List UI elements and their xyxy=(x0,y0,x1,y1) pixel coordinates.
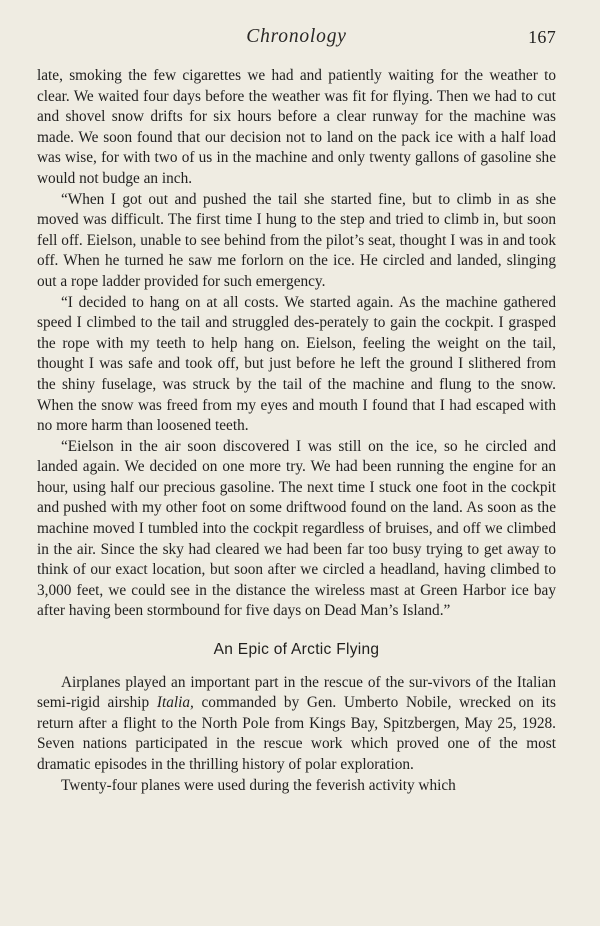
paragraph: Twenty-four planes were used during the feverish activity which xyxy=(61,776,456,794)
paragraph-text: Airplanes played an important part in the rescue of the sur-vivors of the Italian semi-rigid airship xyxy=(37,673,556,712)
paragraph: “Eielson in the air soon discovered I was still on the ice, so he circled and landed again. We decided on one more try. We had been running the engine for an hour, using half our precious gasoline. The next time I stuck one foot in the cockpit and pushed with my other foot on some driftwood found on the land. As soon as the machine moved I tumbled into the cockpit regardless of bruises, and off we climbed in the air. Since the sky had cleared we had been far too busy trying to get away to think of our exact location, but soon after we circled a headland, having climbed to 3,000 feet, we could see in the distance the wireless mast at Green Harbor ice bay after having been stormbound for five days on Dead Man’s Island.” xyxy=(37,437,556,620)
paragraph: “When I got out and pushed the tail she started fine, but to climb in as she moved was difficult. The first time I hung to the step and tried to climb in, but soon fell off. Eielson, unable to see behind from the pilot’s seat, thought I was in and took off. When he turned he saw me forlorn on the ice. He circled and landed, slinging out a rope ladder provided for such emergency. xyxy=(37,190,556,290)
paragraph xyxy=(37,673,556,776)
page-number: 167 xyxy=(528,27,556,47)
airship-name: Italia, xyxy=(156,694,194,712)
paragraph: “I decided to hang on at all costs. We started again. As the machine gathered speed I climbed to the tail and struggled des-perately to gain the cockpit. I grasped the rope with my teeth to help hang on. Eielson, feeling the weight on the tail, thought I was safe and took off, but just before he left the ground I slithered from the shiny fuselage, was struck by the tail of the machine and flung to the snow. When the snow was freed from my eyes and mouth I found that I had escaped with no more harm than loosened teeth. xyxy=(37,293,556,435)
running-title: Chronology xyxy=(246,26,347,47)
paragraph-text: commanded by Gen. Umberto Nobile, wrecked on its return after a flight to the North Pole from Kings Bay, Spitzbergen, May 25, 1928. Seven nations participated in the rescue work which proved one of the most dramatic episodes in the thrilling history of polar exploration. xyxy=(37,694,556,773)
section-heading: An Epic of Arctic Flying xyxy=(213,641,380,659)
running-head xyxy=(37,26,556,52)
paragraph: late, smoking the few cigarettes we had and patiently waiting for the weather to clear. We waited four days before the weather was fit for flying. Then we had to cut and shovel snow drifts for six hours before a clear runway for the machine was made. We soon found that our decision not to land on the pack ice with a half load was wise, for with two of us in the machine and only twenty gallons of gasoline she would not budge an inch. xyxy=(37,67,556,187)
body-text xyxy=(37,66,556,796)
